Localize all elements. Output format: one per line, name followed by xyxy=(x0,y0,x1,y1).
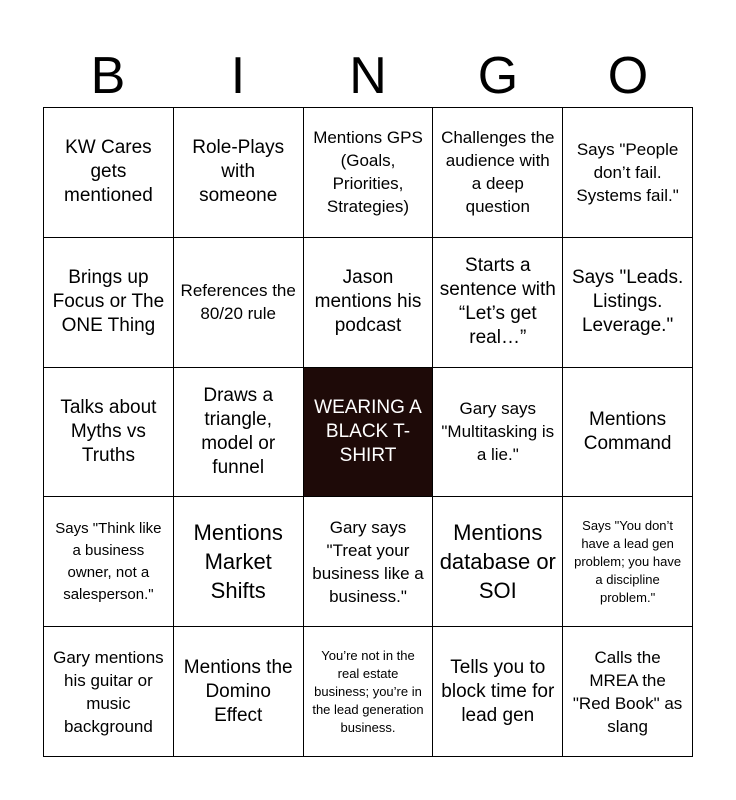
bingo-cell-r5c4[interactable] xyxy=(433,627,563,757)
cell-text: Tells you to block time for lead gen xyxy=(441,656,555,726)
header-letter-b: B xyxy=(90,47,126,105)
cell-text: Gary says "Multitasking is a lie." xyxy=(441,399,555,465)
bingo-cell-r1c3[interactable] xyxy=(304,108,434,238)
cell-text: Says "You don’t have a lead gen problem; you have a discipline problem." xyxy=(574,517,682,605)
bingo-cell-r5c5[interactable] xyxy=(563,627,693,757)
bingo-header xyxy=(43,46,693,106)
bingo-cell-r4c4[interactable] xyxy=(433,497,563,627)
cell-text: Calls the MREA the "Red Book" as slang xyxy=(572,647,683,736)
bingo-cell-r5c1[interactable] xyxy=(44,627,174,757)
cell-text: References the 80/20 rule xyxy=(180,281,296,324)
cell-text: Mentions Command xyxy=(583,408,672,454)
bingo-cell-r4c1[interactable] xyxy=(44,497,174,627)
bingo-cell-r2c1[interactable] xyxy=(44,238,174,368)
cell-text: Says "Leads. Listings. Leverage." xyxy=(571,267,684,337)
cell-text: Jason mentions his podcast xyxy=(314,267,422,337)
header-letter-o: O xyxy=(607,47,649,105)
free-space-text: WEARING A BLACK T-SHIRT xyxy=(314,396,422,466)
bingo-cell-r1c2[interactable] xyxy=(174,108,304,238)
bingo-cell-r1c1[interactable] xyxy=(44,108,174,238)
bingo-cell-free[interactable] xyxy=(304,368,434,498)
cell-text: Gary mentions his guitar or music background xyxy=(53,647,164,736)
cell-text: Draws a triangle, model or funnel xyxy=(201,384,276,478)
cell-text: Role-Plays with someone xyxy=(192,137,285,207)
bingo-cell-r1c4[interactable] xyxy=(433,108,563,238)
cell-text: Mentions the Domino Effect xyxy=(183,656,293,726)
bingo-cell-r2c5[interactable] xyxy=(563,238,693,368)
cell-text: You’re not in the real estate business; you’re in the lead generation business. xyxy=(312,647,424,735)
bingo-cell-r4c2[interactable] xyxy=(174,497,304,627)
bingo-cell-r4c5[interactable] xyxy=(563,497,693,627)
bingo-cell-r1c5[interactable] xyxy=(563,108,693,238)
header-letter-n: N xyxy=(349,47,387,105)
cell-text: Says "People don’t fail. Systems fail." xyxy=(576,139,679,205)
cell-text: Brings up Focus or The ONE Thing xyxy=(52,267,165,337)
cell-text: Mentions Market Shifts xyxy=(193,520,283,604)
bingo-cell-r3c1[interactable] xyxy=(44,368,174,498)
cell-text: Mentions database or SOI xyxy=(439,520,556,604)
bingo-cell-r2c3[interactable] xyxy=(304,238,434,368)
cell-text: Starts a sentence with “Let’s get real…” xyxy=(439,255,556,349)
bingo-cell-r4c3[interactable] xyxy=(304,497,434,627)
header-letter-g: G xyxy=(477,47,519,105)
cell-text: Challenges the audience with a deep question xyxy=(441,128,555,217)
bingo-cell-r3c4[interactable] xyxy=(433,368,563,498)
cell-text: Talks about Myths vs Truths xyxy=(60,396,157,466)
cell-text: Mentions GPS (Goals, Priorities, Strategies) xyxy=(313,128,423,217)
bingo-cell-r3c2[interactable] xyxy=(174,368,304,498)
bingo-cell-r5c3[interactable] xyxy=(304,627,434,757)
bingo-cell-r3c5[interactable] xyxy=(563,368,693,498)
cell-text: Says "Think like a business owner, not a salesperson." xyxy=(55,519,162,603)
bingo-cell-r2c4[interactable] xyxy=(433,238,563,368)
bingo-cell-r2c2[interactable] xyxy=(174,238,304,368)
bingo-grid xyxy=(43,107,693,757)
cell-text: KW Cares gets mentioned xyxy=(64,137,153,207)
bingo-cell-r5c2[interactable] xyxy=(174,627,304,757)
cell-text: Gary says "Treat your business like a business." xyxy=(312,517,424,606)
header-letter-i: I xyxy=(230,47,246,105)
